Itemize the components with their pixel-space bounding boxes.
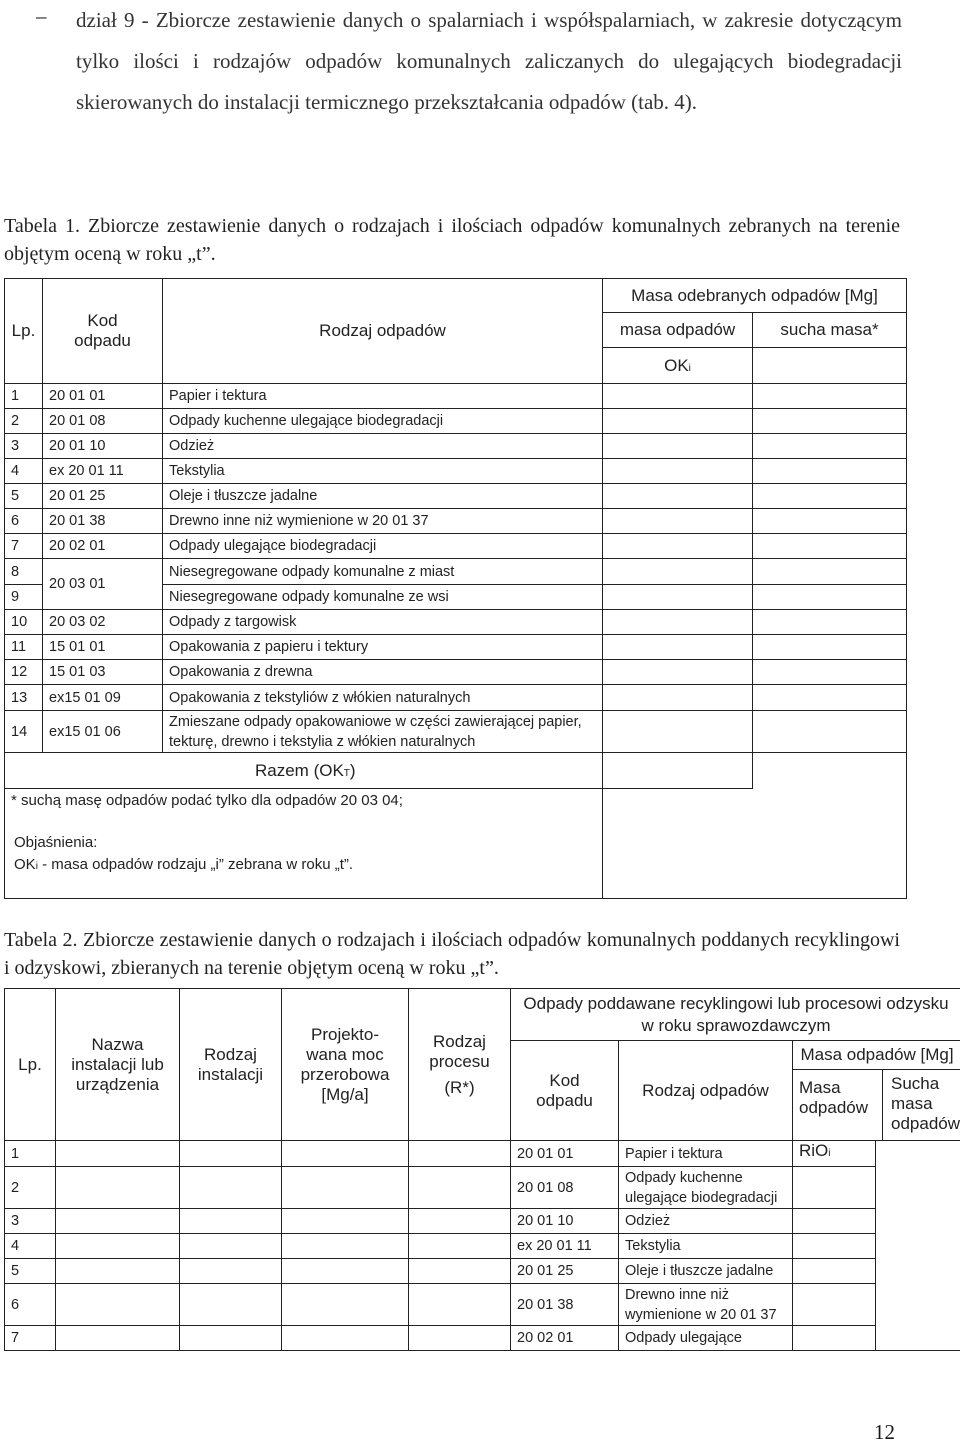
- t1-footnote: * suchą masę odpadów podać tylko dla odpadów 20 03 04;: [11, 792, 403, 809]
- t1-header-ok: OKi: [603, 348, 753, 384]
- intro-paragraph: dział 9 - Zbiorcze zestawienie danych o spalarniach i współspalarniach, w zakresie dotyczącym tylko ilości i rodzajów odpadów komunalnych zaliczanych do ulegających biodegradacji skierowanych do instalacji termicznego przekształcania odpadów (tab. 4).: [76, 8, 902, 114]
- table-row: 10 20 03 02 Odpady z targowisk: [5, 610, 907, 635]
- razem-label: Razem (OKT): [5, 753, 603, 789]
- table-row: 11 15 01 01 Opakowania z papieru i tektury: [5, 635, 907, 660]
- table-row: 4 ex 20 01 11 Tekstylia: [5, 1234, 960, 1259]
- t2-header-rio: RiOi: [793, 1141, 876, 1167]
- t1-header-sucha: sucha masa*: [753, 313, 907, 348]
- t1-header-lp: Lp.: [5, 279, 43, 384]
- table-row: 6 20 01 38 Drewno inne niż wymienione w 20 01 37: [5, 509, 907, 534]
- table-row: 7 20 02 01 Odpady ulegające: [5, 1326, 960, 1351]
- table-row: 6 20 01 38 Drewno inne niż wymienione w 20 01 37: [5, 1284, 960, 1326]
- razem-row: [5, 753, 907, 789]
- t2-header-group: Odpady poddawane recyklingowi lub procesowi odzysku w roku sprawozdawczym: [511, 989, 960, 1041]
- t2-header-moc: Projekto-wana moc przerobowa [Mg/a]: [282, 989, 409, 1141]
- table-row: 1 20 01 01 Papier i tektura RiOi: [5, 1141, 960, 1167]
- t2-header-lp: Lp.: [5, 989, 56, 1141]
- table-row: 14 ex15 01 06 Zmieszane odpady opakowaniowe w części zawierającej papier, tekturę, drewno i tekstylia z włókien naturalnych: [5, 711, 907, 753]
- t1-expl-title: Objaśnienia:: [14, 834, 98, 851]
- table-row: 8 20 03 01 Niesegregowane odpady komunalne z miast: [5, 559, 907, 585]
- table1-caption: Tabela 1. Zbiorcze zestawienie danych o rodzajach i ilościach odpadów komunalnych zebranych na terenie objętym oceną w roku „t”.: [4, 215, 900, 265]
- table-row: 9 Niesegregowane odpady komunalne ze wsi: [5, 585, 907, 610]
- table-row: 5 20 01 25 Oleje i tłuszcze jadalne: [5, 1259, 960, 1284]
- t2-header-kod: Kod odpadu: [511, 1041, 619, 1141]
- page-number: 12: [874, 1420, 895, 1444]
- table2-caption: Tabela 2. Zbiorcze zestawienie danych o rodzajach i ilościach odpadów komunalnych poddanych recyklingowi i odzyskowi, zbieranych na terenie objętym oceną w roku „t”.: [4, 929, 900, 979]
- t1-expl-text: OKi - masa odpadów rodzaju „i” zebrana w roku „t”.: [14, 856, 354, 873]
- t2-header-rodzaj-inst: Rodzaj instalacji: [180, 989, 282, 1141]
- table-row: 3 20 01 10 Odzież: [5, 1209, 960, 1234]
- t1-header-empty: [753, 348, 907, 384]
- table-row: 12 15 01 03 Opakowania z drewna: [5, 660, 907, 685]
- t1-header-kod: Kod odpadu: [43, 279, 163, 384]
- table-row: 3 20 01 10 Odzież: [5, 434, 907, 459]
- table-row: 4 ex 20 01 11 Tekstylia: [5, 459, 907, 484]
- t1-header-masa: masa odpadów: [603, 313, 753, 348]
- t2-header-rodzaj: Rodzaj odpadów: [619, 1041, 793, 1141]
- table-row: 2 20 01 08 Odpady kuchenne ulegające biodegradacji: [5, 409, 907, 434]
- table-row: 7 20 02 01 Odpady ulegające biodegradacji: [5, 534, 907, 559]
- t1-header-masa-group: Masa odebranych odpadów [Mg]: [603, 279, 907, 313]
- bullet-dash: –: [36, 4, 47, 28]
- t2-header-proces: Rodzaj procesu (R*): [409, 989, 511, 1141]
- table-row: 13 ex15 01 09 Opakowania z tekstyliów z włókien naturalnych: [5, 685, 907, 711]
- table2: [4, 988, 960, 1351]
- table-row: 2 20 01 08 Odpady kuchenne ulegające biodegradacji: [5, 1167, 960, 1209]
- t2-header-sucha: Sucha masa odpadów: [891, 1074, 960, 1133]
- table-row: 1 20 01 01 Papier i tektura: [5, 384, 907, 409]
- table-row: 5 20 01 25 Oleje i tłuszcze jadalne: [5, 484, 907, 509]
- t2-header-nazwa: Nazwa instalacji lub urządzenia: [56, 989, 180, 1141]
- t2-header-masa: Masa odpadów: [793, 1070, 883, 1140]
- t1-header-rodzaj: Rodzaj odpadów: [163, 279, 603, 384]
- t2-header-masa-group: Masa odpadów [Mg] Masa odpadów Sucha masa odpadów: [793, 1041, 960, 1141]
